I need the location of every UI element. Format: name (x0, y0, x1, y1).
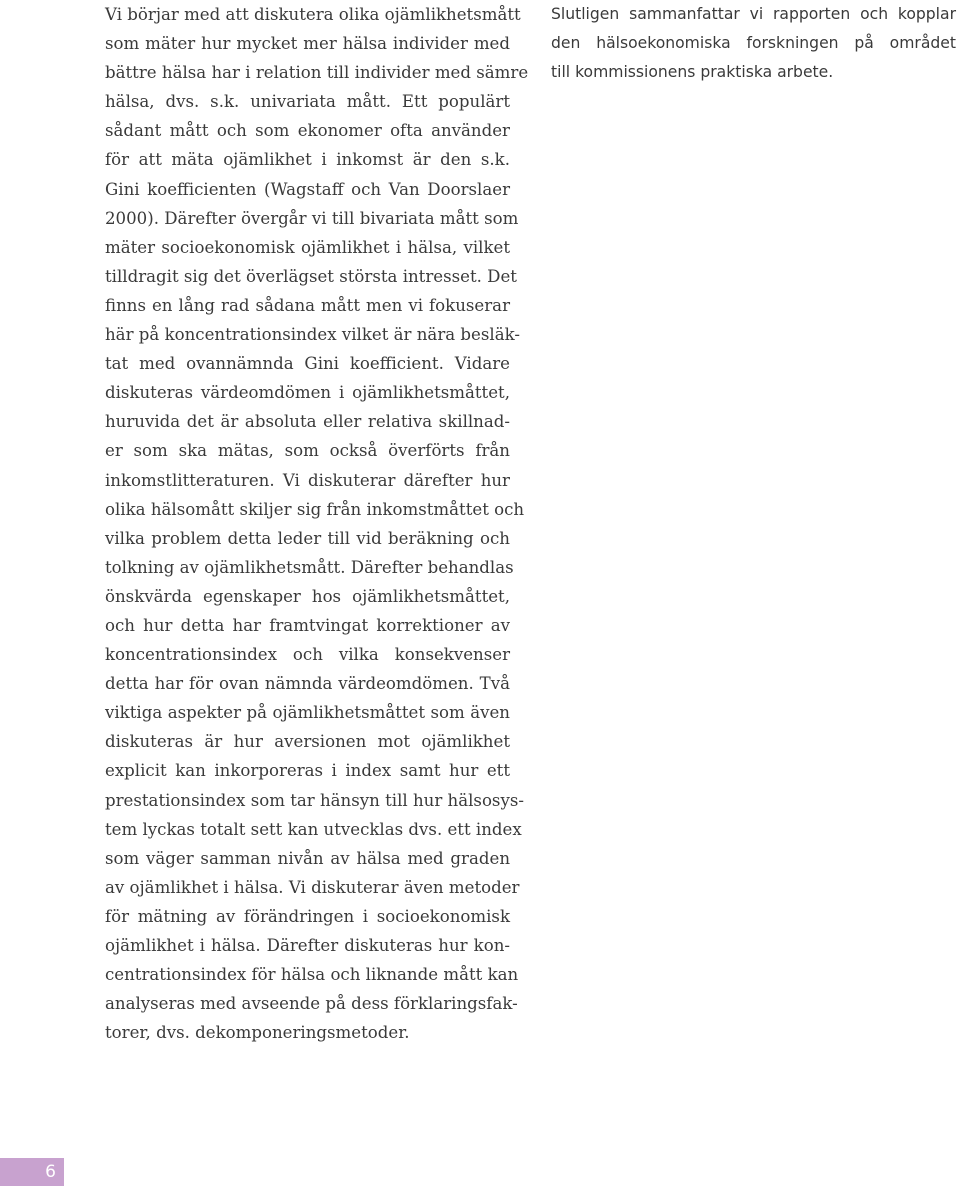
text-line: bättre hälsa har i relation till individer med sämre (105, 63, 529, 83)
text-line: diskuteras är hur aversionen mot ojämlikhet (105, 732, 510, 752)
text-line: mäter socioekonomisk ojämlikhet i hälsa, vilket (105, 237, 510, 257)
text-line: tem lyckas totalt sett kan utvecklas dvs. ett index (105, 819, 522, 839)
text-line: koncentrationsindex och vilka konsekvenser (105, 645, 510, 665)
text-line: tilldragit sig det överlägset största intresset. Det (105, 266, 517, 286)
text-line: torer, dvs. dekomponeringsmetoder. (105, 1023, 410, 1043)
text-line: detta har för ovan nämnda värdeomdömen. Två (105, 674, 510, 694)
text-line: analyseras med avseende på dess förklaringsfak- (105, 994, 518, 1014)
text-line: för mätning av förändringen i socioekonomisk (105, 906, 510, 926)
text-line: den hälsoekonomiska forskningen på området (551, 34, 956, 53)
text-line: sådant mått och som ekonomer ofta använder (105, 121, 510, 141)
text-line: prestationsindex som tar hänsyn till hur hälsosys- (105, 790, 524, 810)
body-text-right-column (551, 0, 956, 87)
body-text-left-column (105, 0, 529, 1047)
text-line: tolkning av ojämlikhetsmått. Därefter behandlas (105, 557, 514, 577)
text-line: hälsa, dvs. s.k. univariata mått. Ett populärt (105, 92, 510, 112)
text-line: här på koncentrationsindex vilket är nära besläk- (105, 325, 520, 345)
text-line: centrationsindex för hälsa och liknande mått kan (105, 965, 519, 985)
text-line: som väger samman nivån av hälsa med graden (105, 848, 510, 868)
text-line: av ojämlikhet i hälsa. Vi diskuterar även metoder (105, 877, 520, 897)
text-line: explicit kan inkorporeras i index samt hur ett (105, 761, 510, 781)
text-line: Gini koefficienten (Wagstaff och Van Doorslaer (105, 179, 510, 199)
page-number-tab (0, 1158, 64, 1186)
text-line: huruvida det är absoluta eller relativa skillnad- (105, 412, 510, 432)
text-line: vilka problem detta leder till vid beräkning och (105, 528, 510, 548)
text-line: för att mäta ojämlikhet i inkomst är den s.k. (105, 150, 510, 170)
text-line: finns en lång rad sådana mått men vi fokuserar (105, 295, 510, 315)
text-line: inkomstlitteraturen. Vi diskuterar därefter hur (105, 470, 510, 490)
text-line: ojämlikhet i hälsa. Därefter diskuteras hur kon- (105, 936, 510, 955)
text-line: Slutligen sammanfattar vi rapporten och kopplar (551, 5, 956, 23)
text-line: olika hälsomått skiljer sig från inkomstmåttet och (105, 499, 525, 519)
text-line: till kommissionens praktiska arbete. (551, 63, 834, 82)
text-line: önskvärda egenskaper hos ojämlikhetsmåttet, (105, 586, 510, 606)
text-line: som mäter hur mycket mer hälsa individer med (105, 34, 510, 54)
text-line: Vi börjar med att diskutera olika ojämlikhetsmått (105, 5, 521, 24)
text-line: och hur detta har framtvingat korrektioner av (105, 615, 510, 635)
text-line: tat med ovannämnda Gini koefficient. Vidare (105, 354, 510, 374)
page-number: 6 (45, 1162, 56, 1182)
text-line: 2000). Därefter övergår vi till bivariata mått som (105, 208, 519, 228)
text-line: er som ska mätas, som också överförts från (105, 441, 510, 461)
text-line: diskuteras värdeomdömen i ojämlikhetsmåttet, (105, 383, 510, 403)
text-line: viktiga aspekter på ojämlikhetsmåttet som även (105, 703, 510, 723)
